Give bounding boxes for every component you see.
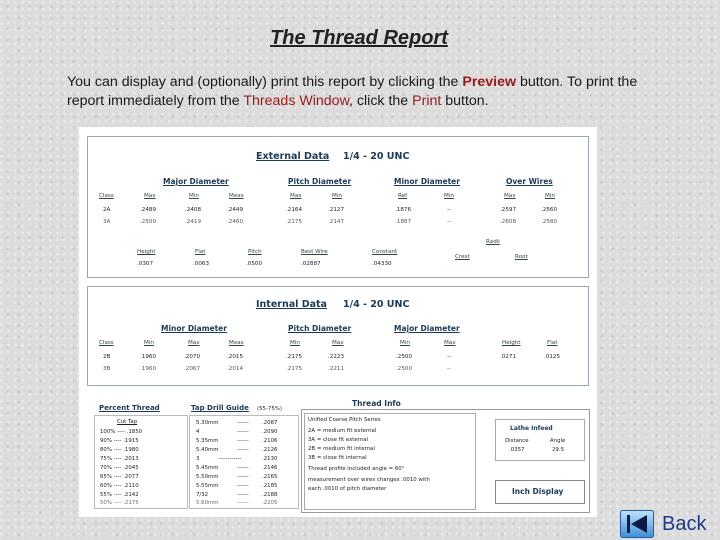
minor-diameter-group: Minor Diameter xyxy=(161,324,227,333)
table-cell: .1876 xyxy=(395,207,412,213)
list-item: 100% ---- .1850 xyxy=(100,429,143,435)
drill-size: 5.60mm xyxy=(196,500,219,506)
info-line: 2A = medium fit external xyxy=(308,428,377,434)
col-header: Ref xyxy=(398,193,408,199)
table-cell: .1960 xyxy=(140,354,157,360)
lathe-value: .0357 xyxy=(509,447,525,453)
list-item: 55% ---- .2142 xyxy=(100,492,139,498)
col-header: Meas xyxy=(229,193,244,199)
external-data-spec: 1/4 - 20 UNC xyxy=(343,151,410,162)
table-cell: -- xyxy=(447,366,452,372)
table-cell: .2419 xyxy=(185,219,202,225)
info-line: Thread profile included angle = 60° xyxy=(308,466,405,472)
col-header: Min xyxy=(144,340,154,346)
pitch-diameter-group: Pitch Diameter xyxy=(288,177,352,186)
print-keyword: Print xyxy=(412,93,442,109)
table-cell: .2015 xyxy=(227,354,244,360)
thread-info-title: Thread Info xyxy=(352,399,401,408)
col-header: Class xyxy=(99,340,114,346)
col-header: Min xyxy=(444,193,454,199)
col-header: Best Wire xyxy=(301,249,328,255)
tap-drill-note: (55-75%) xyxy=(257,406,282,412)
list-item: 65% ---- .2077 xyxy=(100,474,139,480)
col-header: Meas xyxy=(229,340,244,346)
intro-part: button. To print the report immediately from the xyxy=(67,74,638,109)
table-cell: .2067 xyxy=(184,366,201,372)
info-line: 2B = medium fit internal xyxy=(308,446,375,452)
table-cell: .2164 xyxy=(286,207,303,213)
col-header: Max xyxy=(188,340,200,346)
drill-value: .2185 xyxy=(262,483,278,489)
table-cell: 2B xyxy=(103,354,111,360)
drill-dash: ------------ xyxy=(218,456,242,462)
drill-dash: ------ xyxy=(237,465,249,471)
col-header: Min xyxy=(332,193,342,199)
lathe-col: Distance xyxy=(505,438,529,444)
drill-dash: ------ xyxy=(237,500,249,506)
drill-dash: ------ xyxy=(237,492,249,498)
table-cell: -- xyxy=(447,219,452,225)
table-cell: -- xyxy=(447,354,452,360)
table-cell: .2460 xyxy=(227,219,244,225)
table-cell: .0125 xyxy=(544,354,561,360)
percent-thread-panel xyxy=(94,415,188,509)
col-header: Max xyxy=(144,193,156,199)
external-data-panel xyxy=(87,136,589,278)
col-header: Pitch xyxy=(248,249,262,255)
drill-value: .2106 xyxy=(262,438,278,444)
lathe-infeed-title: Lathe Infeed xyxy=(510,425,553,432)
drill-size: 5.35mm xyxy=(196,438,219,444)
table-cell: .2608 xyxy=(500,219,517,225)
table-cell: .2500 xyxy=(140,219,157,225)
table-cell: .2127 xyxy=(328,207,345,213)
col-header: Constant xyxy=(372,249,398,255)
lathe-value: 29.5 xyxy=(552,447,565,453)
table-cell: .0063 xyxy=(193,261,210,267)
drill-value: .2165 xyxy=(262,474,278,480)
pitch-diameter-group: Pitch Diameter xyxy=(288,324,352,333)
drill-size: 5.30mm xyxy=(196,420,219,426)
back-arrow-icon xyxy=(620,510,654,538)
col-header: Max xyxy=(332,340,344,346)
minor-diameter-group: Minor Diameter xyxy=(394,177,460,186)
drill-dash: ------ xyxy=(237,429,249,435)
table-cell: .2175 xyxy=(286,354,303,360)
drill-dash: ------ xyxy=(237,474,249,480)
info-line: 3A = close fit external xyxy=(308,437,369,443)
internal-data-title: Internal Data xyxy=(256,299,327,310)
table-cell: 2A xyxy=(103,207,111,213)
table-cell: .2597 xyxy=(500,207,517,213)
drill-size: 4 xyxy=(196,429,200,435)
col-header: Class xyxy=(99,193,114,199)
drill-value: .2205 xyxy=(262,500,278,506)
major-diameter-group: Major Diameter xyxy=(394,324,460,333)
table-cell: .1887 xyxy=(395,219,412,225)
col-header: Root xyxy=(515,254,528,260)
drill-value: .2087 xyxy=(262,420,278,426)
list-item: 50% ---- .2175 xyxy=(100,500,139,506)
radii-header: Radii xyxy=(486,239,500,245)
list-item: 70% ---- .2045 xyxy=(100,465,139,471)
col-header: Min xyxy=(189,193,199,199)
col-header: Crest xyxy=(455,254,470,260)
drill-value: .2126 xyxy=(262,447,278,453)
drill-size: 5.50mm xyxy=(196,474,219,480)
table-cell: .2500 xyxy=(396,354,413,360)
inch-display-button xyxy=(495,480,585,504)
table-cell: 3B xyxy=(103,366,111,372)
drill-size: 5.40mm xyxy=(196,447,219,453)
list-item: 60% ---- .2110 xyxy=(100,483,139,489)
drill-value: .2130 xyxy=(262,456,278,462)
col-header: Min xyxy=(400,340,410,346)
table-cell: .02887 xyxy=(301,261,321,267)
intro-text xyxy=(67,73,677,111)
col-header: Min xyxy=(290,340,300,346)
table-cell: .2580 xyxy=(541,219,558,225)
table-cell: .2147 xyxy=(328,219,345,225)
back-button[interactable] xyxy=(620,508,720,540)
preview-keyword: Preview xyxy=(462,74,517,90)
internal-data-spec: 1/4 - 20 UNC xyxy=(343,299,410,310)
col-header: Flat xyxy=(195,249,206,255)
table-cell: .2489 xyxy=(140,207,157,213)
info-line: each .0010 of pitch diameter xyxy=(308,486,387,492)
intro-part: button. xyxy=(441,93,489,109)
col-header: Flat xyxy=(547,340,558,346)
external-data-title: External Data xyxy=(256,151,330,162)
drill-size: 7/32 xyxy=(196,492,209,498)
slide-title: The Thread Report xyxy=(270,27,448,49)
table-cell: .2408 xyxy=(185,207,202,213)
thread-notes-box xyxy=(304,413,476,510)
table-cell: .2175 xyxy=(286,219,303,225)
list-item: 80% ---- .1980 xyxy=(100,447,139,453)
tap-drill-panel xyxy=(189,415,299,509)
drill-value: .2188 xyxy=(262,492,278,498)
table-cell: .04330 xyxy=(372,261,392,267)
table-cell: .2560 xyxy=(541,207,558,213)
table-cell: 3A xyxy=(103,219,111,225)
info-line: 3B = close fit internal xyxy=(308,455,367,461)
col-header: Height xyxy=(137,249,156,255)
intro-part: You can display and (optionally) print this report by clicking the xyxy=(67,74,463,90)
cut-tap-label: Cut Tap xyxy=(117,419,138,425)
drill-size: 3 xyxy=(196,456,200,462)
threads-window-keyword: Threads Window xyxy=(243,93,350,109)
drill-value: .2146 xyxy=(262,465,278,471)
internal-data-panel xyxy=(87,286,589,386)
table-cell: .2175 xyxy=(286,366,303,372)
info-line: measurement over wires changes .0010 with xyxy=(308,477,430,483)
table-cell: .2014 xyxy=(227,366,244,372)
col-header: Max xyxy=(444,340,456,346)
drill-size: 5.55mm xyxy=(196,483,219,489)
drill-dash: ------ xyxy=(237,438,249,444)
table-cell: .2223 xyxy=(328,354,345,360)
drill-dash: ------ xyxy=(237,420,249,426)
table-cell: .2500 xyxy=(396,366,413,372)
col-header: Min xyxy=(545,193,555,199)
lathe-col: Angle xyxy=(550,438,566,444)
lathe-infeed-box xyxy=(495,419,585,461)
drill-dash: ------ xyxy=(237,447,249,453)
drill-size: 5.45mm xyxy=(196,465,219,471)
table-cell: .2449 xyxy=(227,207,244,213)
table-cell: .2211 xyxy=(328,366,345,372)
table-cell: -- xyxy=(447,207,452,213)
table-cell: .1960 xyxy=(140,366,157,372)
drill-value: .2090 xyxy=(262,429,278,435)
col-header: Height xyxy=(502,340,521,346)
over-wires-group: Over Wires xyxy=(506,177,553,186)
intro-part: , click the xyxy=(349,93,413,109)
drill-dash: ------ xyxy=(237,483,249,489)
list-item: 90% ---- .1915 xyxy=(100,438,139,444)
inch-display-label: Inch Display xyxy=(512,487,564,496)
table-cell: .0500 xyxy=(246,261,263,267)
col-header: Max xyxy=(504,193,516,199)
thread-info-panel xyxy=(301,409,590,513)
table-cell: .2070 xyxy=(184,354,201,360)
list-item: 75% ---- .2013 xyxy=(100,456,139,462)
col-header: Max xyxy=(290,193,302,199)
tap-drill-guide-title: Tap Drill Guide xyxy=(191,404,249,412)
thread-report-screenshot xyxy=(79,127,597,517)
percent-thread-title: Percent Thread xyxy=(99,404,160,412)
major-diameter-group: Major Diameter xyxy=(163,177,229,186)
table-cell: .0271 xyxy=(500,354,517,360)
back-label: Back xyxy=(662,512,707,535)
info-line: Unified Coarse Pitch Series xyxy=(308,417,381,423)
table-cell: .0307 xyxy=(137,261,154,267)
